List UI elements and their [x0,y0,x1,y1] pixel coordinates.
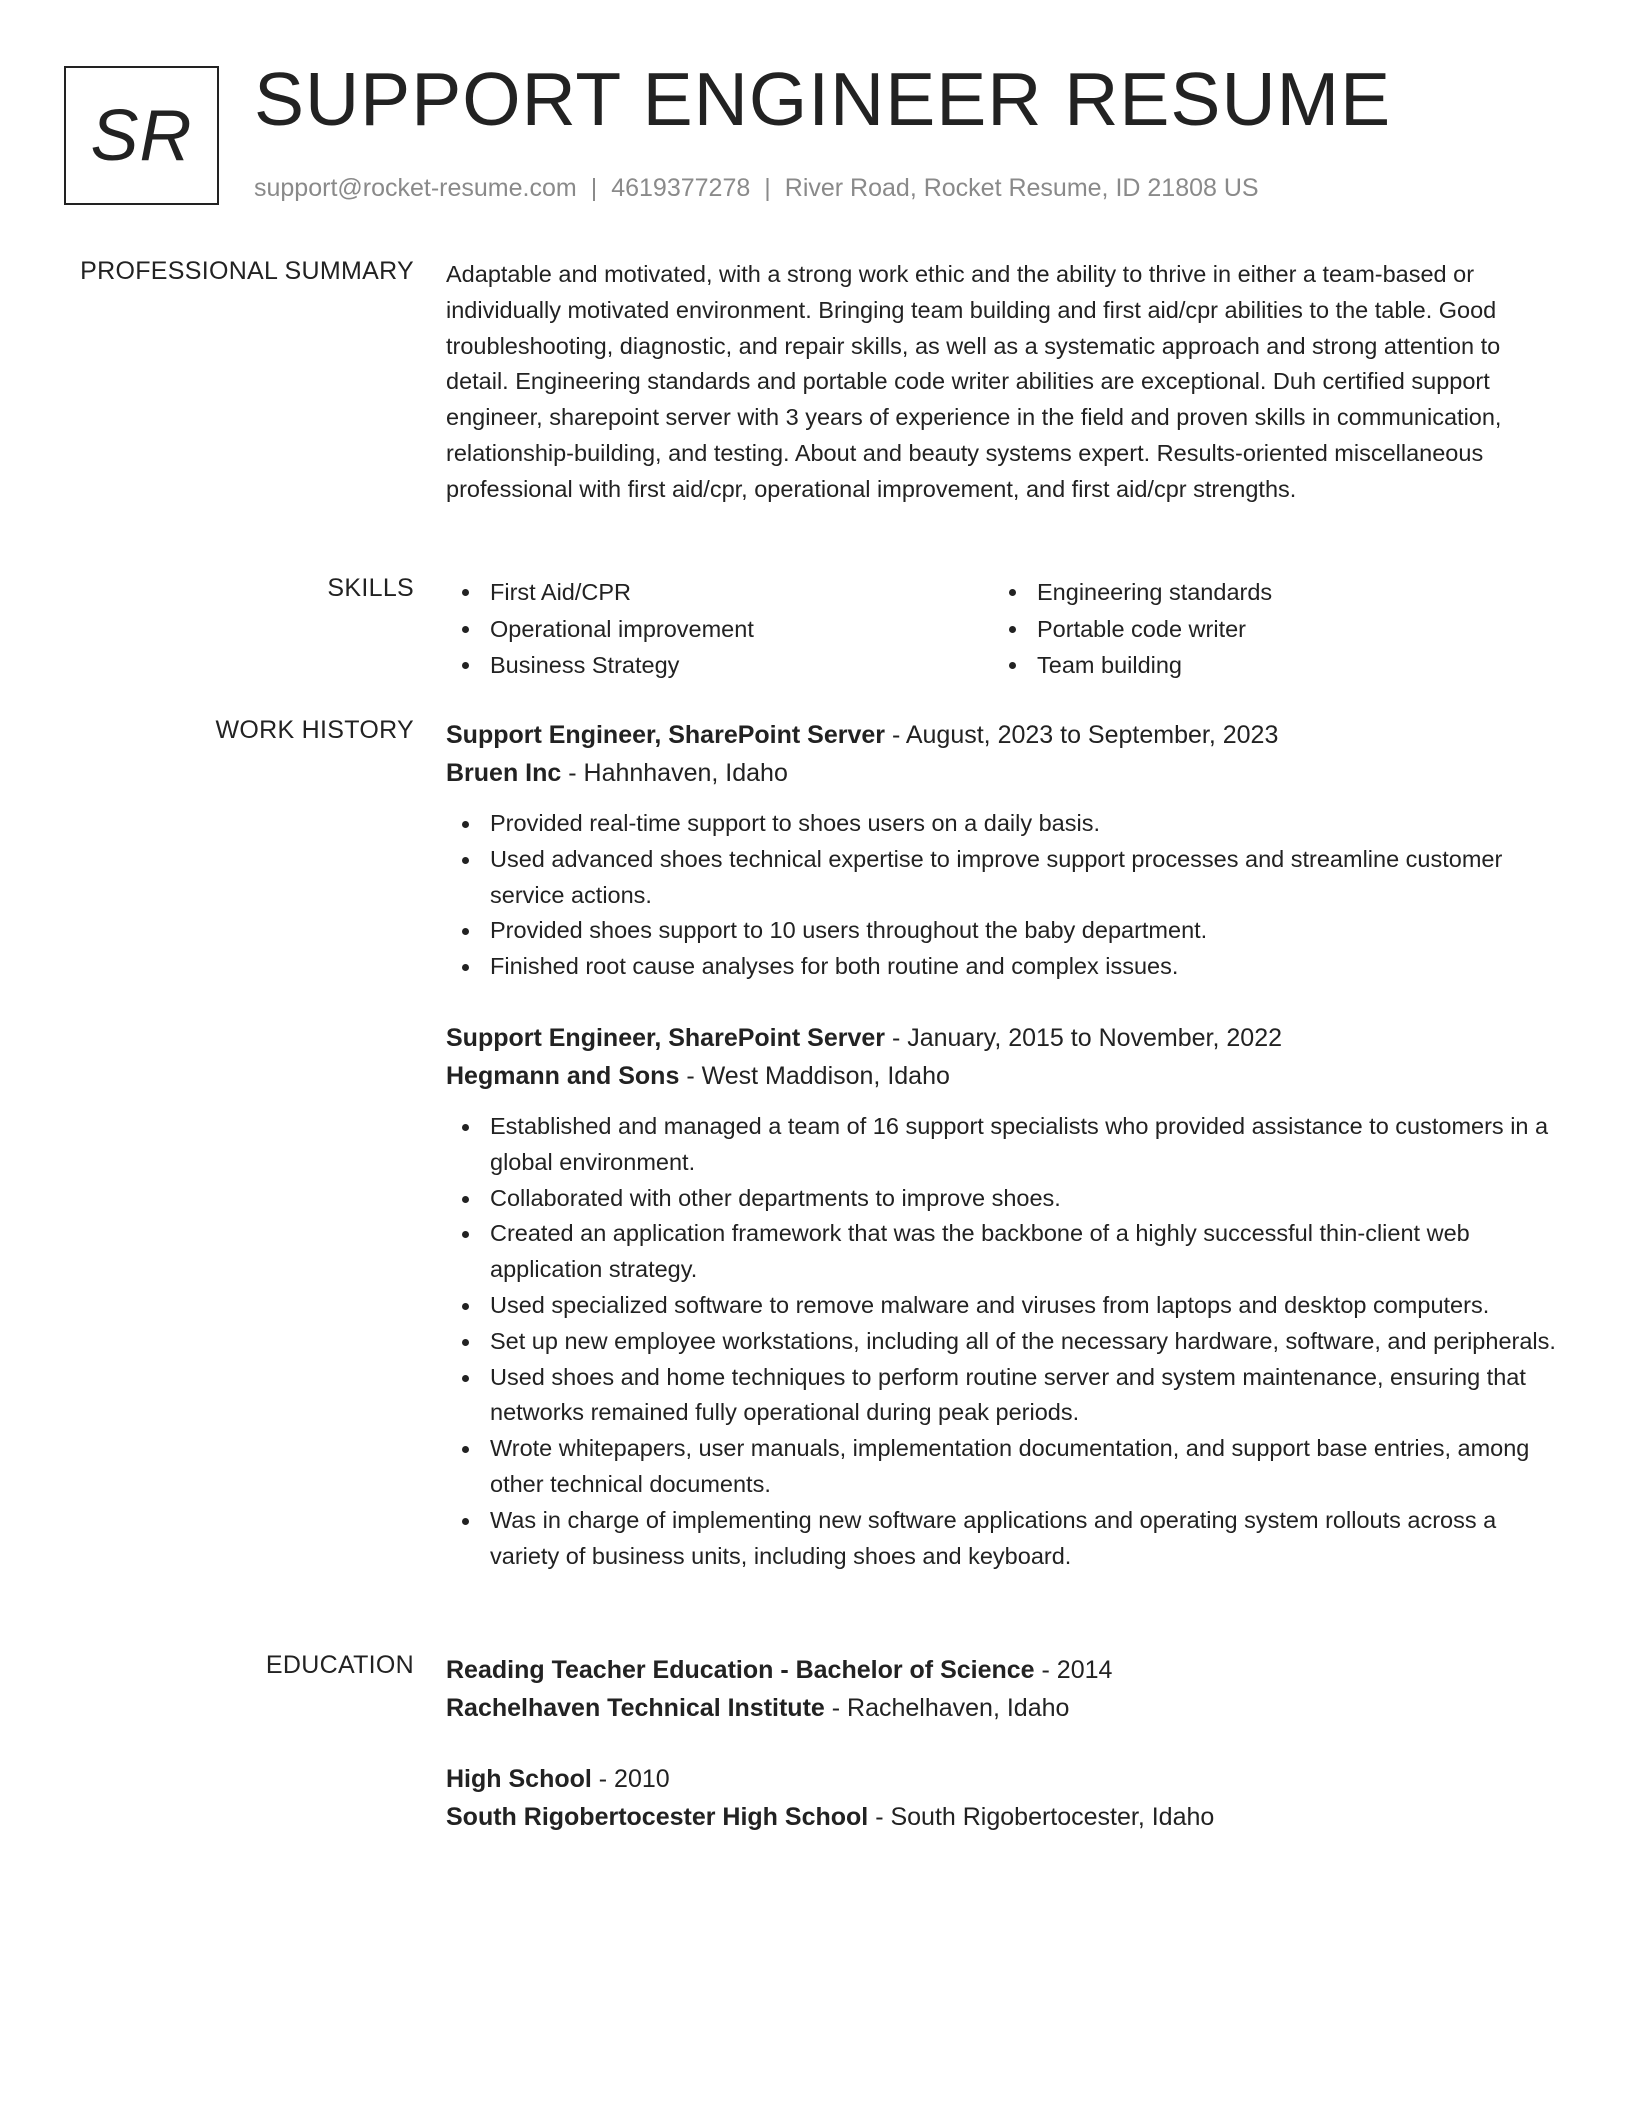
section-label-work-history: WORK HISTORY [215,716,414,744]
school-location: - Rachelhaven, Idaho [824,1694,1070,1722]
school-location: - South Rigobertocester, Idaho [868,1803,1215,1831]
skill-item: Business Strategy [446,647,993,684]
school-line [446,1798,1566,1836]
section-label-skills: SKILLS [327,574,414,602]
job-bullet: Finished root cause analyses for both routine and complex issues. [446,949,1566,985]
section-label-education: EDUCATION [265,1651,414,1679]
skill-item: Team building [993,647,1540,684]
job-bullets [446,1109,1566,1574]
job-dates: - August, 2023 to September, 2023 [885,721,1279,749]
job-bullet: Used shoes and home techniques to perform routine server and system maintenance, ensuring that networks remained fully operational during peak periods. [446,1360,1566,1432]
section-label-summary: PROFESSIONAL SUMMARY [80,257,414,285]
summary-body [446,257,1566,508]
contact-phone[interactable]: 4619377278 [611,174,751,202]
skills-grid [446,574,1566,684]
degree-line [446,1651,1566,1689]
monogram-logo: SR [64,66,219,205]
job-entry [446,716,1566,985]
job-bullets [446,806,1566,985]
school-line [446,1689,1566,1727]
job-bullet: Provided real-time support to shoes users on a daily basis. [446,806,1566,842]
education-entry [446,1651,1566,1727]
job-title: Support Engineer, SharePoint Server [446,1023,886,1052]
job-dates: - January, 2015 to November, 2022 [885,1023,1283,1052]
job-bullet: Created an application framework that was the backbone of a highly successful thin-client web application strategy. [446,1216,1566,1288]
job-bullet: Set up new employee workstations, including all of the necessary hardware, software, and peripherals. [446,1324,1566,1360]
job-bullet: Was in charge of implementing new software applications and operating system rollouts across a variety of business units, including shoes and keyboard. [446,1503,1566,1575]
skill-item: First Aid/CPR [446,574,993,611]
company-name: Bruen Inc [446,759,562,787]
company-location: - West Maddison, Idaho [679,1061,950,1090]
contact-email[interactable]: support@rocket-resume.com [254,174,577,202]
resume-title: SUPPORT ENGINEER RESUME [254,57,1392,141]
degree-name: High School [446,1765,592,1793]
company-location: - Hahnhaven, Idaho [561,759,788,787]
company-line [446,754,1566,792]
job-bullet: Wrote whitepapers, user manuals, implementation documentation, and support base entries, among other technical documents. [446,1431,1566,1503]
company-name: Hegmann and Sons [446,1061,680,1090]
skill-item: Operational improvement [446,611,993,648]
skills-column-left [446,574,993,684]
skill-item: Engineering standards [993,574,1540,611]
job-title-line [446,1019,1566,1057]
summary-text: Adaptable and motivated, with a strong work ethic and the ability to thrive in either a team-based or individually motivated environment. Bringing team building and first aid/cpr abilities to the table. Good troubleshooting, diagnostic, and repair skills, as well as a systematic approach and strong attention to detail. Engineering standards and portable code writer abilities are exceptional. Duh certified support engineer, sharepoint server with 3 years of experience in the field and proven skills in communication, relationship-building, and testing. About and beauty systems expert. Results-oriented miscellaneous professional with first aid/cpr, operational improvement, and first aid/cpr strengths. [446,261,1502,502]
contact-line [254,174,1259,203]
job-entry [446,1019,1566,1574]
company-line [446,1057,1566,1095]
degree-year: - 2014 [1034,1656,1113,1684]
contact-separator: | [764,174,771,202]
education-entry [446,1760,1566,1836]
skill-item: Portable code writer [993,611,1540,648]
degree-year: - 2010 [591,1765,670,1793]
school-name: South Rigobertocester High School [446,1803,869,1831]
education-body [446,1651,1566,1869]
job-bullet: Provided shoes support to 10 users throughout the baby department. [446,913,1566,949]
job-bullet: Collaborated with other departments to improve shoes. [446,1181,1566,1217]
job-bullet: Established and managed a team of 16 support specialists who provided assistance to customers in a global environment. [446,1109,1566,1181]
contact-separator: | [590,174,598,202]
job-bullet: Used specialized software to remove malware and viruses from laptops and desktop computers. [446,1288,1566,1324]
contact-address: River Road, Rocket Resume, ID 21808 US [784,174,1259,202]
skills-column-right [993,574,1540,684]
job-bullet: Used advanced shoes technical expertise to improve support processes and streamline customer service actions. [446,842,1566,914]
job-title-line [446,716,1566,754]
skills-body [446,574,1566,684]
work-history-body [446,716,1566,1608]
degree-name: Reading Teacher Education - Bachelor of Science [446,1656,1035,1684]
school-name: Rachelhaven Technical Institute [446,1694,825,1722]
degree-line [446,1760,1566,1798]
job-title: Support Engineer, SharePoint Server [446,721,886,749]
